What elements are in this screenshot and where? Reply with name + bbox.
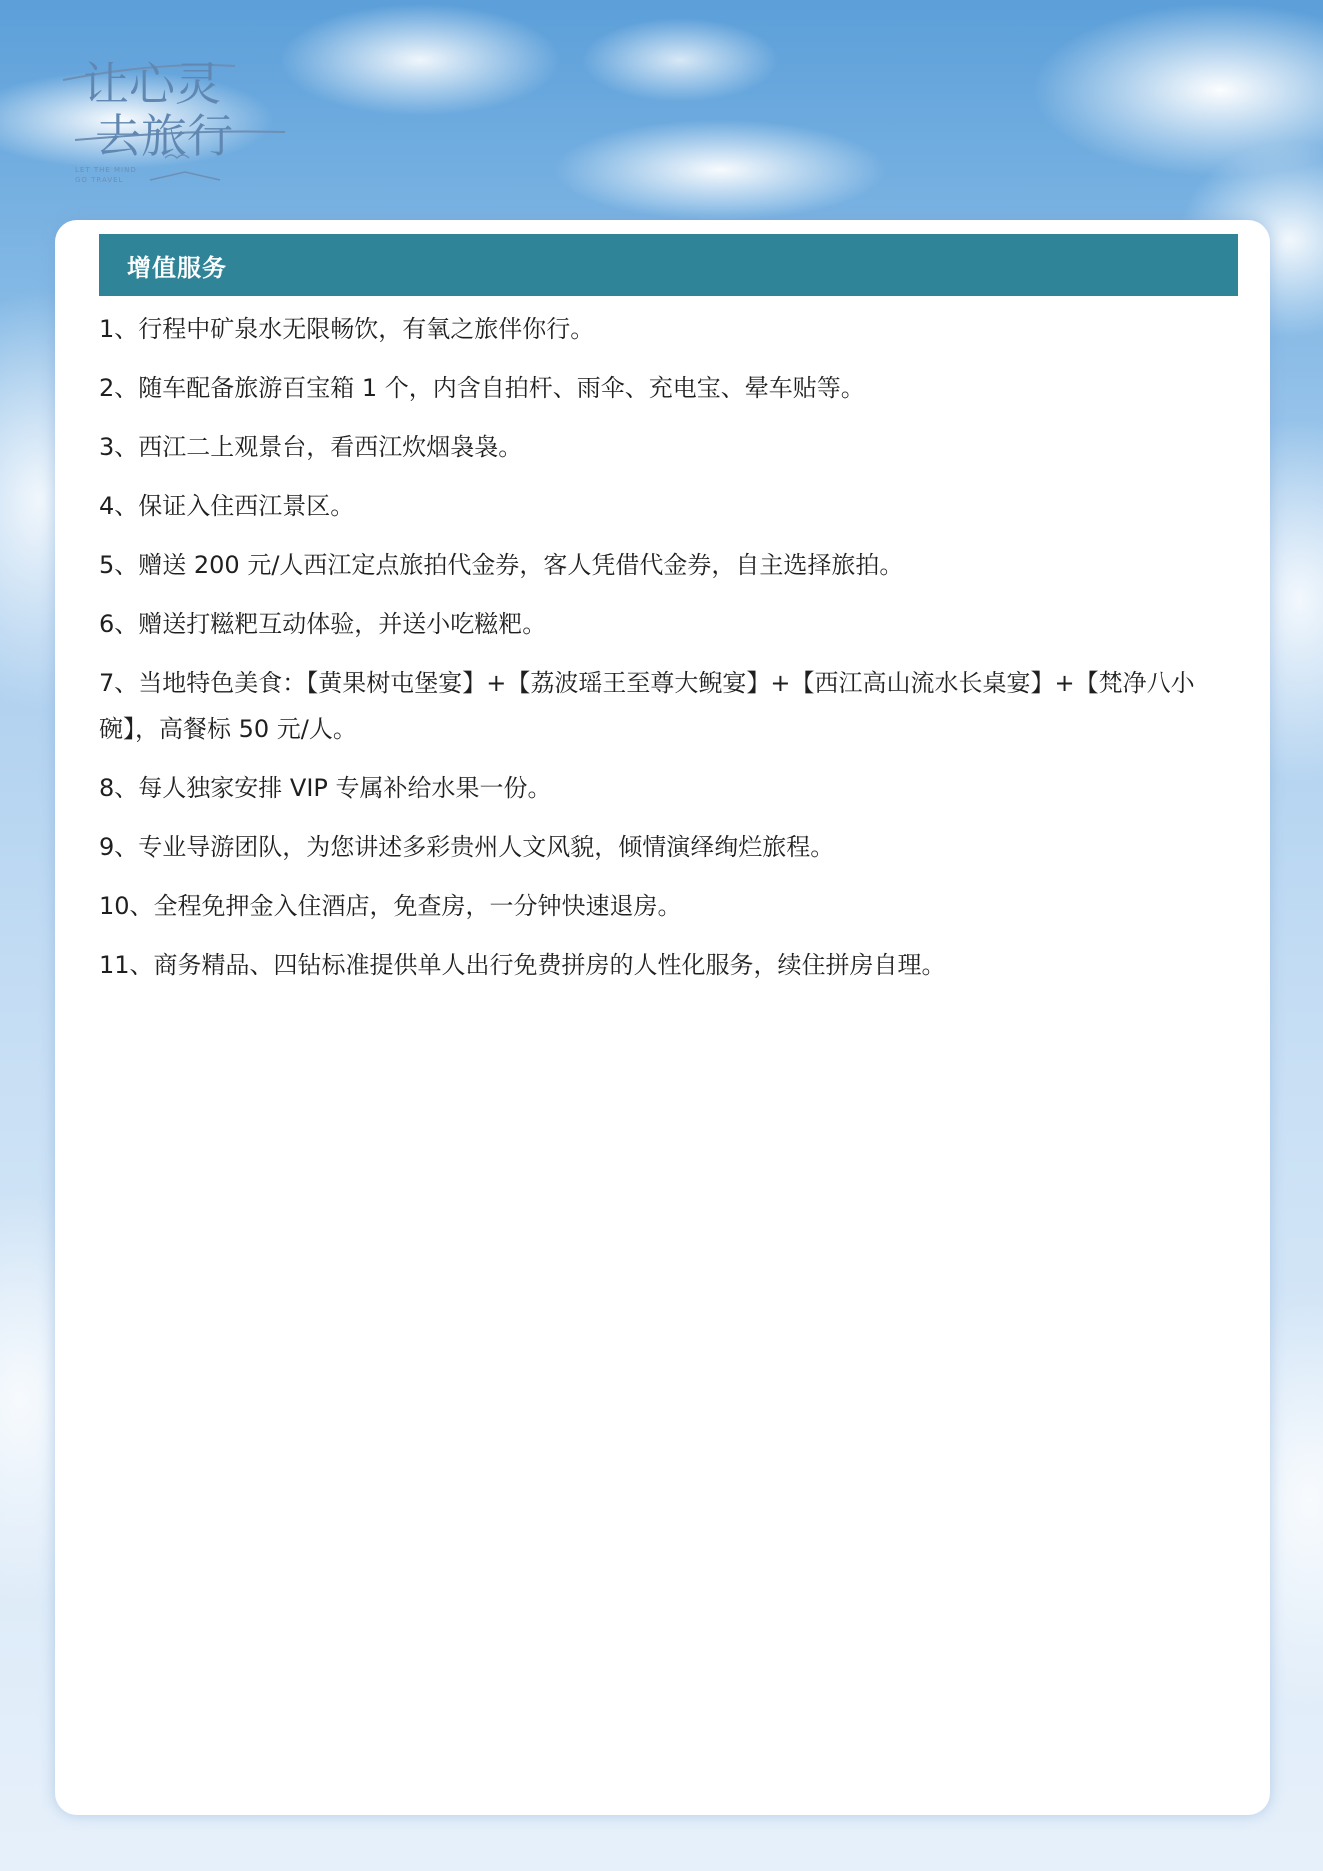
logo-tagline-1: LET THE MIND xyxy=(75,166,137,174)
service-item: 5、赠送 200 元/人西江定点旅拍代金券，客人凭借代金券，自主选择旅拍。 xyxy=(99,551,904,579)
section-title: 增值服务 xyxy=(127,253,227,282)
service-item: 2、随车配备旅游百宝箱 1 个，内含自拍杆、雨伞、充电宝、晕车贴等。 xyxy=(99,374,865,402)
section-header xyxy=(99,234,1238,296)
logo-line-2: 去旅行 xyxy=(95,109,233,163)
book-icon xyxy=(150,172,220,180)
service-item: 3、西江二上观景台，看西江炊烟袅袅。 xyxy=(99,433,523,461)
content-card xyxy=(55,220,1270,1815)
service-item: 10、全程免押金入住酒店，免查房，一分钟快速退房。 xyxy=(99,892,682,920)
service-item: 9、专业导游团队，为您讲述多彩贵州人文风貌，倾情演绎绚烂旅程。 xyxy=(99,833,835,861)
logo-tagline-2: GO TRAVEL xyxy=(75,176,124,184)
brand-logo xyxy=(55,40,295,200)
service-item: 4、保证入住西江景区。 xyxy=(99,492,355,520)
service-item: 11、商务精品、四钻标准提供单人出行免费拼房的人性化服务，续住拼房自理。 xyxy=(99,951,946,979)
service-item: 7、当地特色美食：【黄果树屯堡宴】+【荔波瑶王至尊大鲵宴】+【西江高山流水长桌宴】+【梵净八小碗】，高餐标 50 元/人。 xyxy=(99,669,1195,743)
brand-logo-graphic xyxy=(55,40,295,200)
service-item: 6、赠送打糍粑互动体验，并送小吃糍粑。 xyxy=(99,610,547,638)
logo-line-1: 让心灵 xyxy=(83,57,221,111)
service-list xyxy=(99,306,1238,1001)
service-item: 8、每人独家安排 VIP 专属补给水果一份。 xyxy=(99,774,552,802)
service-item: 1、行程中矿泉水无限畅饮，有氧之旅伴你行。 xyxy=(99,315,595,343)
